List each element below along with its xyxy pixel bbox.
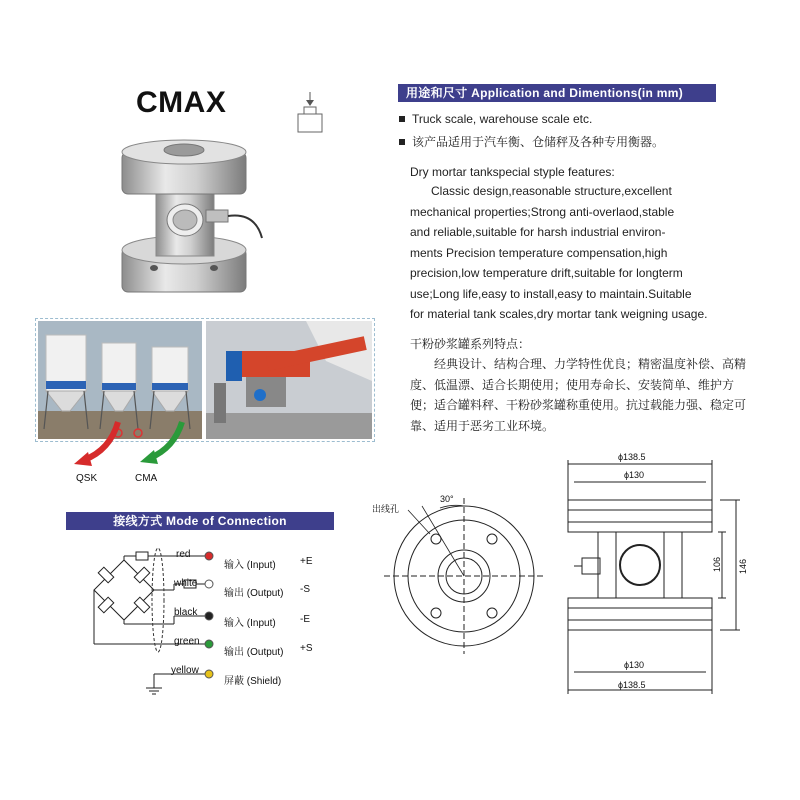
dim-bottom-inner: ϕ130 <box>624 660 645 670</box>
bullet-square-icon <box>399 139 405 145</box>
top-view-drawing <box>372 490 560 660</box>
wire-sign-black: -E <box>300 614 310 625</box>
wire-sign-green: +S <box>300 643 313 654</box>
wire-sign-white: -S <box>300 584 310 595</box>
photo-arrows <box>70 420 200 470</box>
features-line: and reliable,suitable for harsh industrial environ- <box>410 225 666 239</box>
wire-function-white: 输出 (Output) <box>224 588 284 599</box>
features-line: mechanical properties;Strong anti-overlaod,stable <box>410 204 675 219</box>
application-bullet: 该产品适用于汽车衡、仓储秤及各种专用衡器。 <box>399 133 664 150</box>
hole-label: 出线孔 <box>372 504 400 514</box>
load-cell-photo <box>110 138 290 306</box>
features-line: Classic design,reasonable structure,excellent <box>431 184 672 198</box>
wire-sign-red: +E <box>300 556 313 567</box>
yellow-wire-dot <box>205 670 213 678</box>
cn-features-title: 干粉砂浆罐系列特点： <box>410 337 531 351</box>
wire-color-red: red <box>176 549 191 560</box>
machinery-photo <box>206 321 372 439</box>
features-line: ments Precision temperature compensation,high <box>410 245 668 260</box>
wiring-diagram <box>84 540 354 700</box>
black-wire-dot <box>205 612 213 620</box>
application-bullet: Truck scale, warehouse scale etc. <box>399 112 592 126</box>
dim-top-inner: ϕ130 <box>624 470 645 480</box>
qsk-arrow-icon <box>84 422 118 460</box>
qsk-label: QSK <box>76 473 98 484</box>
product-title: CMAX <box>136 86 227 119</box>
dim-height-inner: 106 <box>712 556 722 572</box>
red-wire-dot <box>205 552 213 560</box>
wire-function-black: 输入 (Input) <box>224 618 276 629</box>
load-direction-icon <box>296 92 328 136</box>
side-view-drawing <box>560 452 760 698</box>
wire-function-yellow: 屏蔽 (Shield) <box>224 676 282 687</box>
features-title: Dry mortar tankspecial styple features: <box>410 165 615 179</box>
white-wire-dot <box>205 580 213 588</box>
angle-label: 30° <box>440 494 454 504</box>
cma-arrow-icon <box>150 422 182 458</box>
dim-top-outer: ϕ138.5 <box>618 452 646 462</box>
connection-header: 接线方式 Mode of Connection <box>66 512 334 530</box>
features-line: precision,low temperature drift,suitable for longterm <box>410 266 683 280</box>
wire-color-black: black <box>174 607 198 618</box>
dim-height-outer: 146 <box>738 558 748 574</box>
cn-features-body: 经典设计、结构合理、力学特性优良；精密温度补偿、高精度、低温漂、适合长期使用；使用寿命长、安装简单、维护方便；适合罐料秤、干粉砂浆罐称重使用。抗过载能力强、稳定可靠、适用于恶劣工业环境。 <box>410 357 747 433</box>
wire-color-green: green <box>174 636 200 647</box>
wire-color-white: white <box>174 578 198 589</box>
application-header: 用途和尺寸 Application and Dimentions(in mm) <box>398 84 716 102</box>
features-body <box>410 181 750 325</box>
features-line: for material tank scales,dry mortar tank weigning usage. <box>410 307 708 321</box>
features-line: use;Long life,easy to install,easy to maintain.Suitable <box>410 286 692 301</box>
green-wire-dot <box>205 640 213 648</box>
dim-bottom-outer: ϕ138.5 <box>618 680 646 690</box>
wire-color-yellow: yellow <box>171 665 199 676</box>
wire-function-green: 输出 (Output) <box>224 647 284 658</box>
wire-function-red: 输入 (Input) <box>224 560 276 571</box>
bullet-square-icon <box>399 116 405 122</box>
cma-label: CMA <box>135 473 158 484</box>
